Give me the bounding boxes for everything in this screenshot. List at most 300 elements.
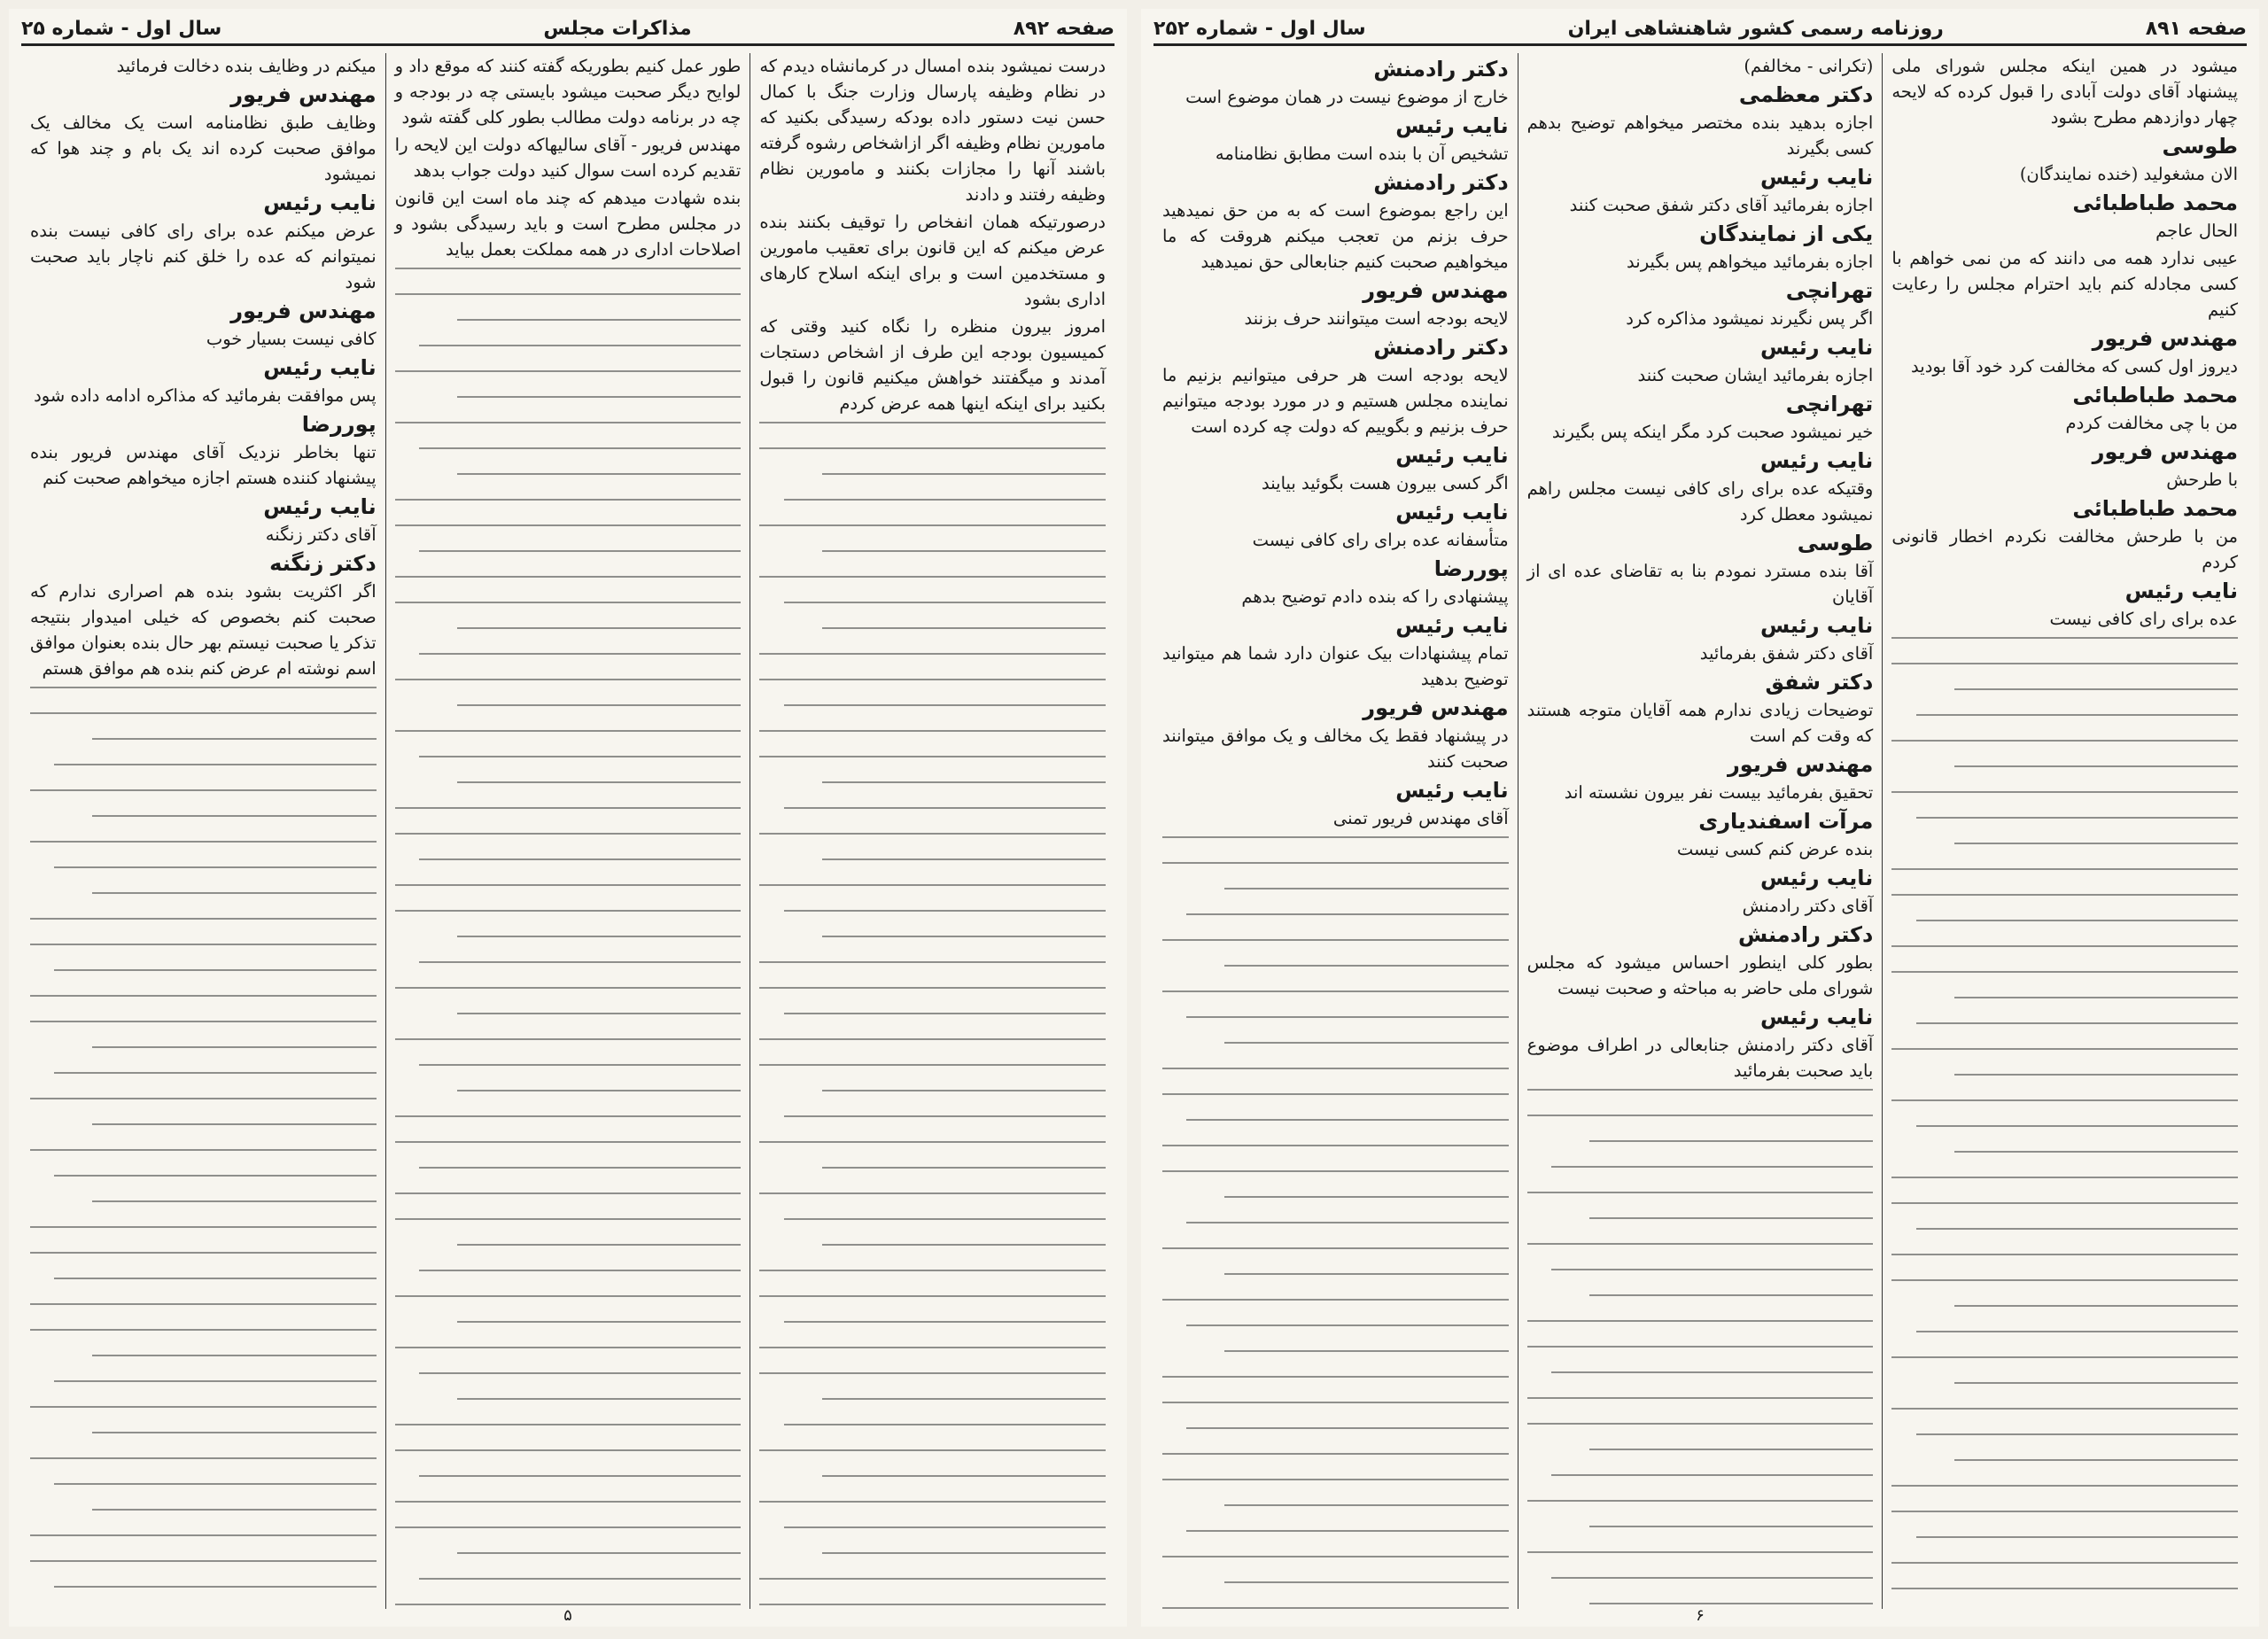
paragraph: آقای مهندس فریور تمنی xyxy=(1332,808,1509,828)
paragraph: کافی نیست بسیار خوب xyxy=(206,329,377,349)
paragraph: لایحه بودجه است میتوانند حرف بزنند xyxy=(1244,308,1509,329)
text-line xyxy=(784,1115,1106,1117)
text-line xyxy=(1551,1371,1873,1373)
text-line xyxy=(1589,1140,1873,1142)
text-line xyxy=(395,1295,742,1297)
paragraph: خارج از موضوع نیست در همان موضوع است xyxy=(1185,87,1509,107)
paragraph: میکنم در وظایف بنده دخالت فرمائید xyxy=(116,56,377,76)
text-line xyxy=(419,1475,741,1477)
speaker-name: دکتر رادمنش xyxy=(1373,57,1509,82)
text-line xyxy=(457,473,741,475)
text-line xyxy=(54,1380,376,1382)
paragraph: لایحه بودجه است هر حرفی میتوانیم بزنیم ما نماینده مجلس هستیم و در مورد بودجه میتوانیم حرف بزنیم و بگوییم که دولت چه کرده است xyxy=(1161,365,1509,437)
speaker-name: محمد طباطبائی xyxy=(2072,496,2238,521)
paragraph: پس موافقت بفرمائید که مذاکره ادامه داده شود xyxy=(34,385,377,406)
text-line xyxy=(822,1475,1106,1477)
text-line xyxy=(1954,1382,2238,1384)
paragraph: آقای دکتر رادمنش xyxy=(1742,896,1874,916)
speaker-name: مهندس فریور xyxy=(1363,278,1509,303)
text-line xyxy=(457,627,741,629)
text-line xyxy=(419,550,741,552)
text-line xyxy=(1589,1217,1873,1219)
text-line xyxy=(1162,1170,1509,1172)
text-line xyxy=(759,422,1106,423)
paragraph: وظایف طبق نظامنامه است یک مخالف یک موافق صحبت کرده اند یک بام و چند هوا که نمیشود xyxy=(29,113,377,184)
text-line xyxy=(395,910,742,912)
paragraph: تمام پیشنهادات بیک عنوان دارد شما هم میتوانید توضیح بدهید xyxy=(1161,643,1509,689)
paragraph: متأسفانه عده برای رای کافی نیست xyxy=(1252,530,1509,550)
text-line xyxy=(822,936,1106,937)
text-line xyxy=(1551,1269,1873,1270)
paragraph: من با طرحش مخالفت نکردم اخطار قانونی کردم xyxy=(1891,526,2238,572)
text-line xyxy=(1186,1222,1508,1223)
paragraph: (تکرانی - مخالفم) xyxy=(1744,56,1874,76)
text-column xyxy=(750,53,1115,1609)
paragraph: اگر پس نگیرند نمیشود مذاکره کرد xyxy=(1626,308,1874,329)
paragraph: الحال عاجم xyxy=(2155,221,2238,241)
speaker-name: طوسی xyxy=(1797,531,1874,555)
text-line xyxy=(1162,1556,1509,1557)
speaker-name: تهرانچی xyxy=(1785,392,1874,416)
text-line xyxy=(1162,1247,1509,1249)
paragraph: اگر کسی بیرون هست بگوئید بیایند xyxy=(1262,473,1509,493)
speaker-name: دکتر شفق xyxy=(1765,670,1874,695)
text-line xyxy=(395,1449,742,1451)
speaker-name: نایب رئیس xyxy=(263,190,377,215)
paragraph: تشخیص آن با بنده است مطابق نظامنامه xyxy=(1215,144,1509,164)
paragraph: وقتیکه عده برای رای کافی نیست مجلس راهم نمیشود معطل کرد xyxy=(1526,478,1874,524)
paragraph: پیشنهادی را که بنده دادم توضیح بدهم xyxy=(1241,586,1509,607)
speaker-name: دکتر رادمنش xyxy=(1373,335,1509,360)
text-line xyxy=(54,1586,376,1588)
right-columns xyxy=(1153,53,2247,1609)
text-line xyxy=(54,1483,376,1485)
text-line xyxy=(395,730,742,732)
text-line xyxy=(759,1038,1106,1040)
text-line xyxy=(395,370,742,372)
text-line xyxy=(54,969,376,971)
speaker-name: نایب رئیس xyxy=(1759,165,1874,190)
text-column xyxy=(1153,53,1518,1609)
text-line xyxy=(419,756,741,757)
speaker-name: نایب رئیس xyxy=(263,355,377,380)
text-line xyxy=(30,789,377,791)
speaker-name: یکی از نمایندگان xyxy=(1699,221,1874,246)
text-line xyxy=(784,1526,1106,1528)
text-line xyxy=(1162,862,1509,864)
text-line xyxy=(30,1098,377,1099)
text-line xyxy=(1162,939,1509,941)
text-line xyxy=(92,1200,376,1202)
text-line xyxy=(395,524,742,526)
text-line xyxy=(395,1218,742,1220)
text-line xyxy=(395,833,742,835)
paragraph: من با چی مخالفت کردم xyxy=(2065,413,2238,433)
text-line xyxy=(1186,913,1508,915)
text-line xyxy=(1162,1376,1509,1378)
text-line xyxy=(54,866,376,868)
paragraph: طور عمل کنیم بطوریکه گفته کنند که موقع داد و لوایح دیگر صحبت میشود بایستی چه در بودجه و چه در برنامه دولت مطالب بطور کلی گفته شود xyxy=(394,56,742,128)
speaker-name: دکتر معظمی xyxy=(1738,82,1874,107)
text-line xyxy=(1527,1346,1874,1348)
text-line xyxy=(395,1192,742,1194)
left-section-title: مذاکرات مجلس xyxy=(543,18,692,40)
text-line xyxy=(1224,1196,1508,1198)
text-line xyxy=(30,1021,377,1022)
paragraph: اگر اکثریت بشود بنده هم اصراری ندارم که صحبت کنم بخصوص که خیلی امیدوار بنتیجه تذکر یا صحبت نیستم بهر حال بنده بعنوان موافق اسم نوشته ام عرض کنم بنده هم موافق هستم xyxy=(29,581,377,679)
text-line xyxy=(759,756,1106,757)
text-line xyxy=(759,987,1106,989)
text-line xyxy=(822,550,1106,552)
text-line xyxy=(419,1372,741,1374)
right-page-header xyxy=(1153,16,2247,46)
text-line xyxy=(759,1192,1106,1194)
text-line xyxy=(92,1432,376,1433)
text-line xyxy=(30,712,377,714)
text-line xyxy=(92,738,376,740)
text-line xyxy=(457,319,741,321)
text-line xyxy=(1186,1530,1508,1532)
text-line xyxy=(759,1449,1106,1451)
text-line xyxy=(1891,1254,2238,1255)
text-line xyxy=(1891,971,2238,973)
text-line xyxy=(419,1578,741,1580)
speaker-name: مرآت اسفندیاری xyxy=(1698,809,1874,834)
text-line xyxy=(1954,1459,2238,1461)
text-line xyxy=(92,1046,376,1048)
speaker-name: پوررضا xyxy=(1433,556,1509,581)
text-line xyxy=(1891,1485,2238,1487)
text-line xyxy=(1891,1356,2238,1358)
text-line xyxy=(30,1149,377,1151)
speaker-name: نایب رئیس xyxy=(1395,113,1509,138)
text-line xyxy=(1891,663,2238,664)
text-line xyxy=(395,268,742,269)
paragraph: آقای دکتر شفق بفرمائید xyxy=(1699,643,1874,664)
text-line xyxy=(1527,1500,1874,1502)
paragraph: امروز بیرون منظره را نگاه کنید وقتی که کمیسیون بودجه این طرف از اشخاص دستجات آمدند و میگفتند خواهش میکنیم قانون را قبول بکنید برای اینکه اینها همه عرض کردم xyxy=(759,316,1106,414)
illegible-text-lines xyxy=(1891,637,2238,1609)
text-line xyxy=(395,1347,742,1348)
text-line xyxy=(1162,1453,1509,1455)
text-line xyxy=(1916,1433,2238,1435)
illegible-text-lines xyxy=(30,687,377,1609)
text-line xyxy=(759,1372,1106,1374)
text-line xyxy=(1186,1427,1508,1429)
text-line xyxy=(759,961,1106,963)
text-line xyxy=(54,1175,376,1177)
text-line xyxy=(395,1604,742,1605)
text-line xyxy=(759,1501,1106,1503)
text-line xyxy=(1916,920,2238,921)
text-line xyxy=(1224,1504,1508,1506)
text-line xyxy=(419,961,741,963)
text-line xyxy=(759,1064,1106,1066)
text-line xyxy=(1186,1016,1508,1018)
text-line xyxy=(395,422,742,423)
text-line xyxy=(822,627,1106,629)
text-line xyxy=(30,1560,377,1562)
text-line xyxy=(395,807,742,809)
text-line xyxy=(457,396,741,398)
text-line xyxy=(1527,1551,1874,1553)
text-line xyxy=(1527,1243,1874,1245)
speaker-name: مهندس فریور xyxy=(230,299,377,323)
paragraph: بنده شهادت میدهم که چند ماه است این قانون در مجلس مطرح است و باید رسیدگی بشود و اصلاحات اداری در همه مملکت بعمل بیاید xyxy=(394,188,742,260)
text-line xyxy=(784,602,1106,603)
left-folio: ۵ xyxy=(563,1606,572,1625)
text-line xyxy=(30,944,377,945)
text-line xyxy=(457,781,741,783)
text-line xyxy=(54,764,376,765)
text-line xyxy=(1527,1423,1874,1425)
text-line xyxy=(457,1013,741,1014)
paragraph: اجازه بفرمائید ایشان صحبت کنند xyxy=(1637,365,1874,385)
illegible-text-lines xyxy=(1162,836,1509,1609)
right-issue-info: سال اول - شماره ۲۵۲ xyxy=(1153,18,1366,40)
text-line xyxy=(759,1141,1106,1143)
text-line xyxy=(759,1578,1106,1580)
text-line xyxy=(1162,990,1509,992)
speaker-name: نایب رئیس xyxy=(1759,335,1874,360)
text-column xyxy=(21,53,385,1609)
speaker-name: نایب رئیس xyxy=(1759,866,1874,890)
speaker-name: مهندس فریور xyxy=(1363,695,1509,720)
speaker-name: نایب رئیس xyxy=(1395,500,1509,524)
text-line xyxy=(1916,714,2238,716)
text-line xyxy=(395,884,742,886)
text-line xyxy=(1891,945,2238,947)
text-line xyxy=(1954,843,2238,844)
text-line xyxy=(395,1424,742,1425)
text-line xyxy=(457,1321,741,1323)
text-line xyxy=(759,653,1106,655)
text-line xyxy=(1224,1350,1508,1352)
text-line xyxy=(822,1552,1106,1554)
text-column xyxy=(385,53,750,1609)
text-line xyxy=(92,892,376,894)
text-line xyxy=(1891,791,2238,793)
illegible-text-lines xyxy=(395,268,742,1609)
text-line xyxy=(784,1321,1106,1323)
text-line xyxy=(1162,1093,1509,1095)
right-page xyxy=(1141,9,2259,1627)
text-line xyxy=(419,858,741,860)
text-line xyxy=(784,1424,1106,1425)
left-page-number: صفحه ۸۹۲ xyxy=(1013,18,1115,40)
paragraph: آقای دکتر رادمنش جنابعالی در اطراف موضوع باید صحبت بفرمائید xyxy=(1526,1035,1874,1081)
text-line xyxy=(395,1526,742,1528)
speaker-name: دکتر رادمنش xyxy=(1738,922,1874,947)
speaker-name: نایب رئیس xyxy=(1759,1005,1874,1029)
paragraph: درصورتیکه همان انفخاص را توقیف بکنند بنده عرض میکنم که این قانون برای تعقیب مامورین و مستخدمین است و برای اینکه اسلاح کارهای اداری بشود xyxy=(759,212,1106,309)
left-columns xyxy=(21,53,1115,1609)
right-folio: ۶ xyxy=(1696,1606,1705,1625)
text-line xyxy=(457,936,741,937)
speaker-name: مهندس فریور xyxy=(2092,439,2238,464)
paragraph: مهندس فریور - آقای سالیهاکه دولت این لایحه را تقدیم کرده است سوال کنید دولت جواب بدهد xyxy=(394,135,742,181)
text-line xyxy=(30,1226,377,1228)
text-line xyxy=(1551,1474,1873,1476)
paragraph: با طرحش xyxy=(2166,470,2238,490)
text-line xyxy=(1224,888,1508,889)
text-line xyxy=(1527,1115,1874,1116)
paragraph: اجازه بفرمائید میخواهم پس بگیرند xyxy=(1627,252,1874,272)
text-line xyxy=(1916,817,2238,819)
text-line xyxy=(759,1270,1106,1271)
text-line xyxy=(1916,1228,2238,1230)
speaker-name: نایب رئیس xyxy=(1395,778,1509,803)
paragraph: عیبی ندارد همه می دانند که من نمی خواهم با کسی مجادله کنم باید احترام مجلس را رعایت کنیم xyxy=(1891,248,2238,320)
text-line xyxy=(395,679,742,680)
text-line xyxy=(822,858,1106,860)
text-line xyxy=(822,1398,1106,1400)
text-line xyxy=(1527,1089,1874,1091)
text-line xyxy=(759,730,1106,732)
text-line xyxy=(419,653,741,655)
text-line xyxy=(457,1398,741,1400)
text-line xyxy=(419,1270,741,1271)
text-line xyxy=(1162,1607,1509,1609)
text-line xyxy=(1224,965,1508,967)
text-line xyxy=(1224,1042,1508,1044)
text-line xyxy=(30,995,377,997)
text-line xyxy=(419,447,741,449)
text-line xyxy=(759,1295,1106,1297)
text-line xyxy=(784,910,1106,912)
text-line xyxy=(1916,1125,2238,1127)
speaker-name: مهندس فریور xyxy=(2092,326,2238,351)
text-line xyxy=(395,293,742,295)
text-line xyxy=(1224,1581,1508,1583)
speaker-name: مهندس فریور xyxy=(230,82,377,107)
illegible-text-lines xyxy=(1527,1089,1874,1609)
text-line xyxy=(1916,1536,2238,1538)
paragraph: میشود در همین اینکه مجلس شورای ملی پیشنهاد آقای دولت آبادی را قبول کرده که لایحه چهار دوازدهم مطرح بشود xyxy=(1891,56,2238,128)
text-line xyxy=(1589,1526,1873,1527)
text-line xyxy=(1891,894,2238,896)
illegible-text-lines xyxy=(759,422,1106,1609)
text-line xyxy=(457,1090,741,1091)
text-line xyxy=(1891,1048,2238,1050)
speaker-name: نایب رئیس xyxy=(1395,443,1509,468)
text-line xyxy=(759,524,1106,526)
left-page xyxy=(9,9,1127,1627)
text-line xyxy=(30,918,377,920)
text-line xyxy=(419,345,741,346)
text-line xyxy=(457,1244,741,1246)
paragraph: بطور کلی اینطور احساس میشود که مجلس شورای ملی حاضر به مباحثه و صحبت نیست xyxy=(1526,952,1874,998)
speaker-name: تهرانچی xyxy=(1785,278,1874,303)
text-line xyxy=(1186,1324,1508,1326)
speaker-name: محمد طباطبائی xyxy=(2072,383,2238,408)
text-line xyxy=(30,1329,377,1331)
paragraph: تنها بخاطر نزدیک آقای مهندس فریور بنده پیشنهاد کننده هستم اجازه میخواهم صحبت کنم xyxy=(29,442,377,488)
paragraph: اجازه بفرمائید آقای دکتر شفق صحبت کنند xyxy=(1569,195,1874,215)
text-line xyxy=(395,499,742,501)
speaker-name: طوسی xyxy=(2162,134,2238,159)
text-line xyxy=(759,1604,1106,1605)
text-line xyxy=(1551,1166,1873,1168)
text-line xyxy=(1891,637,2238,639)
paragraph: عرض میکنم عده برای رای کافی نیست بنده نمیتوانم که عده را خلق کنم ناچار باید صحبت شود xyxy=(29,221,377,292)
text-line xyxy=(30,687,377,688)
text-line xyxy=(1162,1068,1509,1069)
text-line xyxy=(1891,1202,2238,1204)
text-line xyxy=(822,473,1106,475)
text-line xyxy=(395,1038,742,1040)
speaker-name: دکتر زنگنه xyxy=(269,551,377,576)
text-line xyxy=(30,1534,377,1536)
text-line xyxy=(1891,1511,2238,1512)
paragraph: عده برای رای کافی نیست xyxy=(2049,609,2238,629)
speaker-name: مهندس فریور xyxy=(1727,752,1874,777)
text-line xyxy=(1891,868,2238,870)
text-line xyxy=(395,1141,742,1143)
text-line xyxy=(419,1167,741,1169)
text-line xyxy=(822,1167,1106,1169)
text-line xyxy=(759,679,1106,680)
text-line xyxy=(822,781,1106,783)
text-line xyxy=(30,1406,377,1408)
right-page-number: صفحه ۸۹۱ xyxy=(2145,18,2247,40)
text-line xyxy=(1891,1408,2238,1410)
text-line xyxy=(1589,1449,1873,1450)
text-line xyxy=(395,1115,742,1117)
speaker-name: نایب رئیس xyxy=(1395,613,1509,638)
text-line xyxy=(30,1303,377,1305)
text-line xyxy=(54,1072,376,1074)
text-line xyxy=(395,602,742,603)
text-line xyxy=(759,833,1106,835)
text-line xyxy=(92,1509,376,1511)
text-line xyxy=(759,576,1106,578)
text-line xyxy=(395,576,742,578)
paragraph: دیروز اول کسی که مخالفت کرد خود آقا بودید xyxy=(1911,356,2238,377)
speaker-name: نایب رئیس xyxy=(1759,613,1874,638)
text-line xyxy=(92,815,376,817)
text-line xyxy=(1954,997,2238,998)
text-line xyxy=(1891,740,2238,742)
paragraph: آقا بنده مسترد نمودم بنا به تقاضای عده ای از آقایان xyxy=(1526,561,1874,607)
text-line xyxy=(1527,1397,1874,1399)
text-line xyxy=(1954,1305,2238,1307)
text-line xyxy=(457,1552,741,1554)
text-line xyxy=(1954,688,2238,690)
text-line xyxy=(784,807,1106,809)
text-line xyxy=(822,1244,1106,1246)
text-line xyxy=(1162,1479,1509,1480)
text-line xyxy=(92,1123,376,1125)
text-line xyxy=(784,499,1106,501)
text-line xyxy=(1162,1145,1509,1146)
text-line xyxy=(784,1218,1106,1220)
text-line xyxy=(30,841,377,843)
paragraph: بنده عرض کنم کسی نیست xyxy=(1676,839,1874,859)
text-line xyxy=(1954,1074,2238,1076)
text-line xyxy=(759,447,1106,449)
text-line xyxy=(822,1090,1106,1091)
speaker-name: دکتر رادمنش xyxy=(1373,170,1509,195)
text-line xyxy=(759,1347,1106,1348)
text-line xyxy=(1162,1299,1509,1301)
text-line xyxy=(1527,1320,1874,1322)
right-section-title: روزنامه رسمی کشور شاهنشاهی ایران xyxy=(1567,18,1944,40)
left-issue-info: سال اول - شماره ۲۵ xyxy=(21,18,222,40)
text-line xyxy=(1891,1279,2238,1281)
paragraph: در پیشنهاد فقط یک مخالف و یک موافق میتوانند صحبت کنند xyxy=(1161,726,1509,772)
paragraph: الان مشغولید (خنده نمایندگان) xyxy=(2019,164,2238,184)
